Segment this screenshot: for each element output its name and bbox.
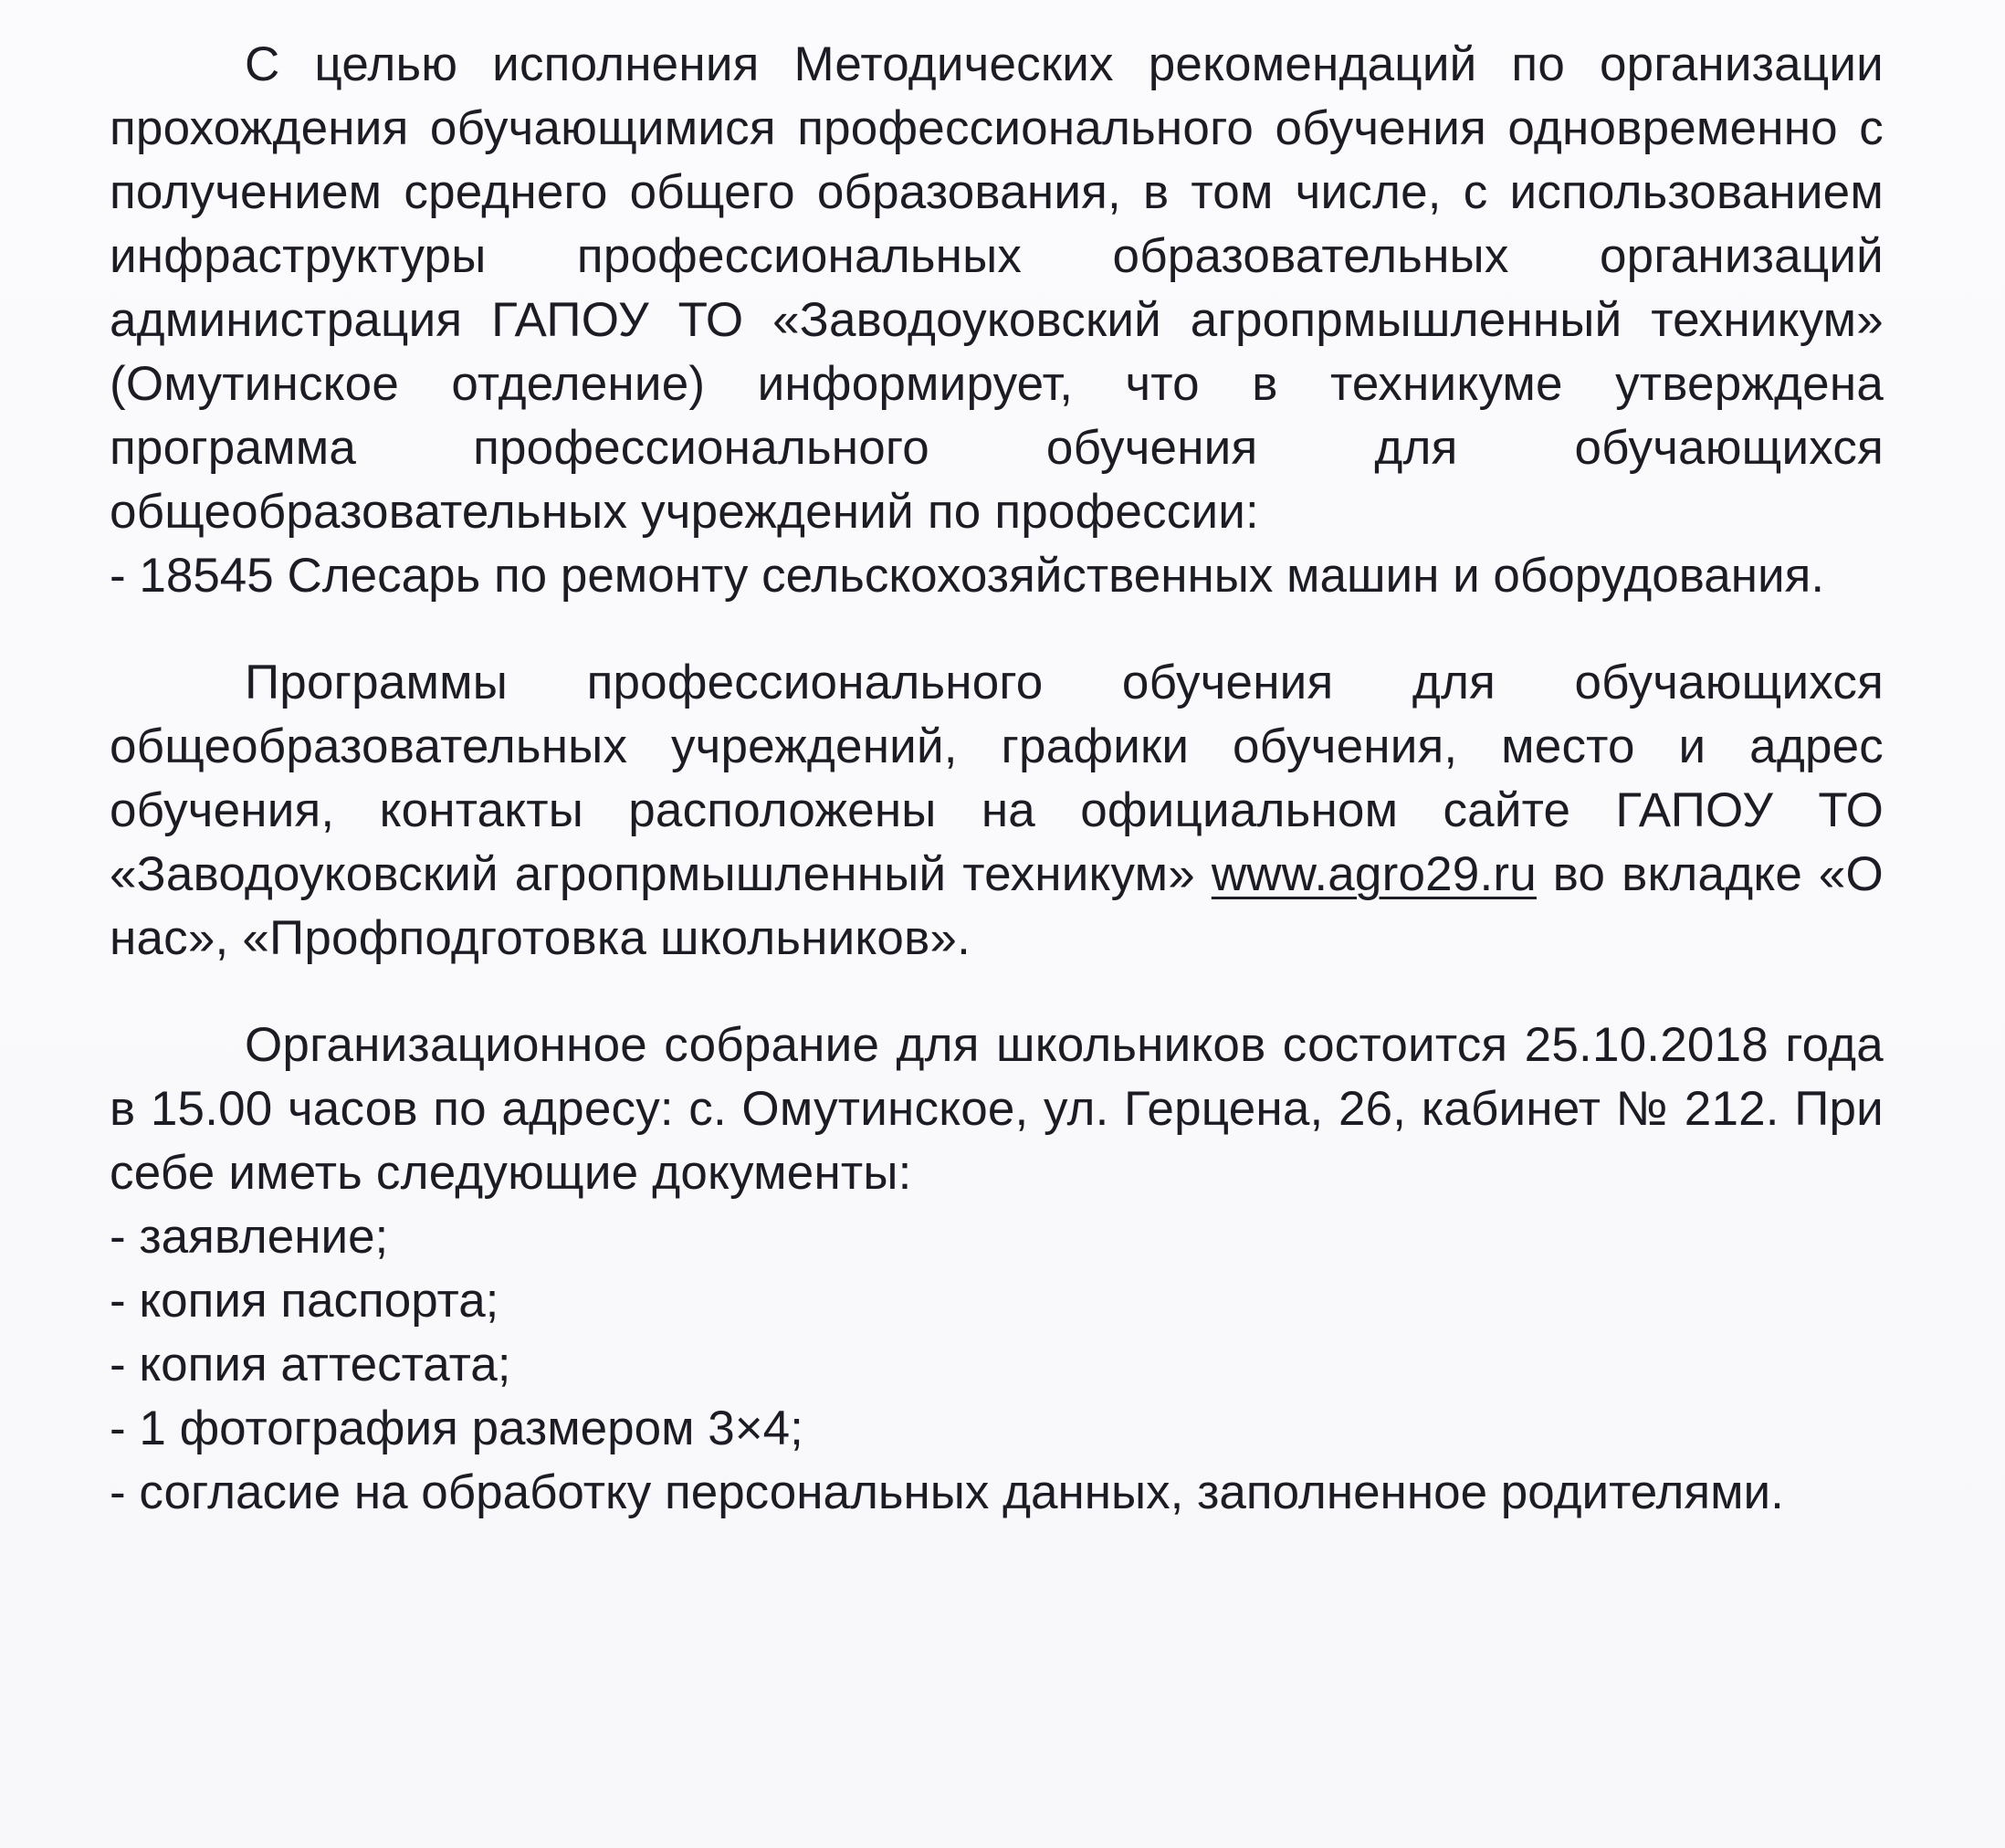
document-item-certificate: - копия аттестата; bbox=[110, 1338, 511, 1391]
document-item-photo: - 1 фотография размером 3×4; bbox=[110, 1402, 803, 1455]
document-item-passport: - копия паспорта; bbox=[110, 1274, 499, 1328]
programs-tab-text: во вкладке «О нас», «Профподготовка школьников». bbox=[110, 847, 1884, 965]
document-item-consent: - согласие на обработку персональных данных, заполненное родителями. bbox=[110, 1465, 1784, 1519]
document-item-application: - заявление; bbox=[110, 1210, 389, 1264]
programs-text: Программы профессионального обучения для обучающихся общеобразовательных учреждений, графики обучения, место и адрес обучения, контакты расположены на официальном сайте ГАПОУ ТО «Заводоуковский агропрмышленный техникум» bbox=[110, 656, 1884, 901]
website-link[interactable]: www.agro29.ru bbox=[1211, 847, 1537, 901]
intro-paragraph: С целью исполнения Методических рекомендаций по организации прохождения обучающимися профессионального обучения одновременно с получением среднего общего образования, в том числе, с использованием инфраструктуры профессиональных образовательных организаций администрация ГАПОУ ТО «Заводоуковский агропрмышленный техникум» (Омутинское отделение) информирует, что в техникуме утверждена программа профессионального обучения для обучающихся общеобразовательных учреждений по профессии: bbox=[110, 37, 1884, 539]
meeting-paragraph: Организационное собрание для школьников состоится 25.10.2018 года в 15.00 часов по адресу: с. Омутинское, ул. Герцена, 26, кабинет № 212. При себе иметь следующие документы: bbox=[110, 1018, 1884, 1200]
profession-item: - 18545 Слесарь по ремонту сельскохозяйственных машин и оборудования. bbox=[110, 549, 1825, 603]
programs-paragraph bbox=[110, 651, 1884, 971]
